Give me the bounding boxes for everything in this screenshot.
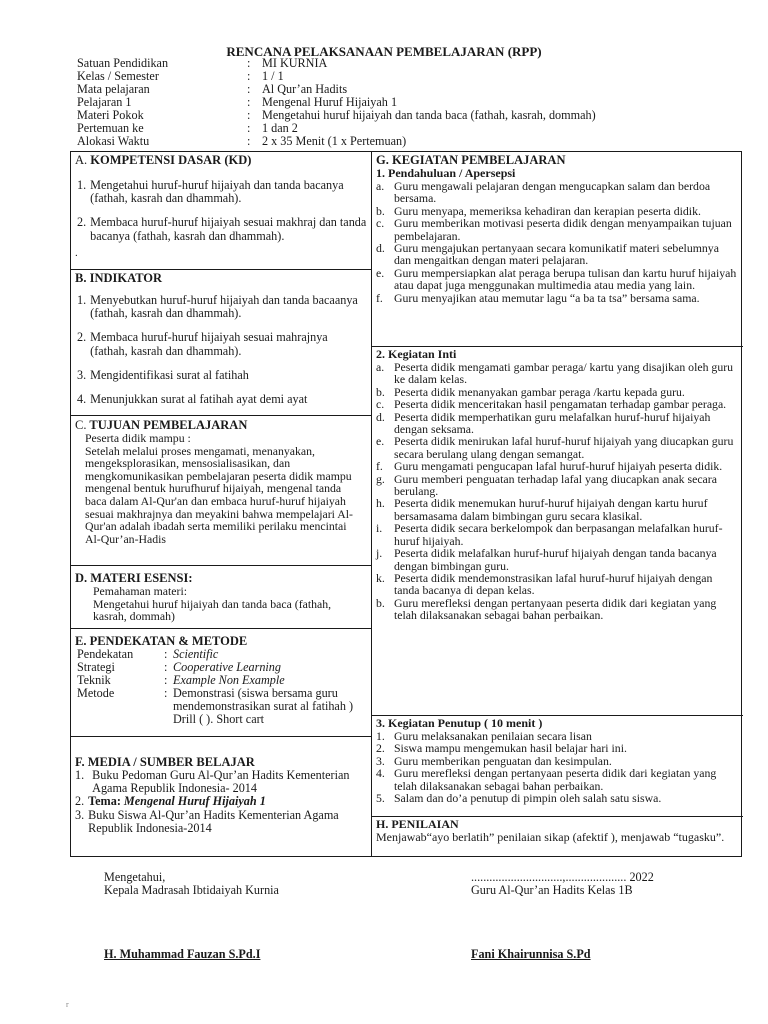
pendekatan-colon: :	[164, 673, 168, 687]
pendekatan-value: Demonstrasi (siswa bersama guru mendemonstrasikan surat al fatihah ) Drill ( ). Short cart	[173, 686, 354, 726]
inti-text: Peserta didik menirukan lafal huruf-huruf hijaiyah yang diucapkan guru secara berulang ulang dengan semangat.	[394, 434, 734, 461]
penilaian-title: H. PENILAIAN	[376, 817, 459, 831]
inti-item	[376, 522, 738, 547]
media-number: 3.	[75, 807, 85, 822]
pendahuluan-number: e.	[376, 265, 385, 280]
inti-item	[376, 497, 738, 522]
penutup-text: Guru melaksanakan penilaian secara lisan	[394, 729, 592, 743]
inti-item	[376, 460, 738, 472]
pendahuluan-number: d.	[376, 241, 385, 256]
penutup-number: 5.	[376, 791, 385, 806]
pendekatan-row	[75, 687, 367, 726]
inti-item	[376, 547, 738, 572]
media-list	[75, 769, 367, 835]
penilaian-text: Menjawab“ayo berlatih” penilaian sikap (afektif ), menjawab “tugasku”.	[376, 830, 725, 844]
penutup-text: Guru memberikan penguatan dan kesimpulan.	[394, 753, 612, 768]
row-divider	[71, 736, 371, 737]
tujuan-lead: Peserta didik mampu :	[85, 431, 191, 445]
inti-title: 2. Kegiatan Inti	[376, 347, 457, 361]
pendekatan-label: Metode	[77, 686, 115, 700]
pendahuluan-text: Guru mempersiapkan alat peraga berupa tulisan dan kartu huruf hijaiyah atau dapat juga menggunakan multimedia atau media yang lain.	[394, 265, 737, 293]
indikator-text: Mengidentifikasi surat al fatihah	[90, 367, 249, 382]
pendahuluan-list	[376, 180, 738, 304]
inti-number: f.	[376, 459, 383, 474]
pendekatan-title: E. PENDEKATAN & METODE	[75, 634, 248, 648]
kd-item	[75, 179, 367, 205]
materi-lead: Pemahaman materi:	[93, 584, 188, 598]
inti-number: a.	[376, 360, 385, 374]
inti-text: Guru mengamati pengucapan lafal huruf-huruf hijaiyah peserta didik.	[394, 459, 723, 474]
inti-item	[376, 411, 738, 436]
inti-text: Peserta didik menanyakan gambar peraga /kartu kepada guru.	[394, 384, 685, 399]
info-value: 1 / 1	[262, 69, 284, 83]
indikator-number: 4.	[77, 392, 87, 407]
inti-item	[376, 435, 738, 460]
media-number: 2.	[75, 794, 85, 809]
pendekatan-colon: :	[164, 647, 168, 661]
inti-item	[376, 597, 738, 622]
info-value: 1 dan 2	[262, 121, 298, 135]
info-label: Satuan Pendidikan	[77, 56, 169, 70]
penutup-item	[376, 742, 738, 754]
inti-section	[376, 348, 738, 622]
inti-list	[376, 361, 738, 622]
penutup-number: 3.	[376, 753, 385, 768]
inti-number: d.	[376, 409, 385, 424]
tujuan-heading	[75, 418, 367, 432]
pendahuluan-number: a.	[376, 179, 385, 193]
sign-right-line2: Guru Al-Qur’an Hadits Kelas 1B	[471, 883, 633, 897]
inti-text: Peserta didik mendemonstrasikan lafal huruf-huruf hijaiyah dengan tanda bacanya di depan kelas.	[394, 570, 713, 598]
pendahuluan-number: c.	[376, 216, 385, 231]
info-colon: :	[247, 121, 251, 135]
pendahuluan-title: 1. Pendahuluan / Apersepsi	[376, 166, 516, 180]
indikator-item	[75, 393, 367, 406]
penutup-list	[376, 730, 738, 804]
inti-item	[376, 572, 738, 597]
pendahuluan-item	[376, 242, 738, 267]
media-text: Buku Pedoman Guru Al-Qur’an Hadits Kementerian Agama Republik Indonesia- 2014	[92, 768, 350, 796]
tujuan-text: Setelah melalui proses mengamati, menanyakan, mengeksplorasikan, mensosialisasikan, dan mengkomunikasikan pembelajaran peserta didik mampu mengenal bentuk hurufhuruf hijaiyah, mengenal tanda baca dalam Al-Qur'an dan embaca huruf-huruf hijaiyah sesuai makhrajnya dan meyakini bahwa mempelajari Al-Qur'an adalah ibadah serta memiliki perilaku mencintai Al-Qur’an-Hadis	[85, 443, 353, 546]
info-colon: :	[247, 134, 251, 148]
inti-number: b.	[376, 384, 385, 399]
inti-text: Peserta didik memperhatikan guru melafalkan huruf-huruf hijaiyah dengan seksama.	[394, 409, 711, 437]
info-colon: :	[247, 82, 251, 96]
inti-text: Peserta didik secara berkelompok dan berpasangan melafalkan huruf-huruf hijaiyah.	[394, 521, 723, 548]
kd-item	[75, 216, 367, 242]
media-text	[88, 795, 367, 808]
row-divider	[71, 269, 371, 270]
tujuan-section	[75, 418, 367, 545]
info-value: Al Qur’an Hadits	[262, 82, 348, 96]
kd-section	[75, 153, 367, 259]
footer-mark: r	[66, 1000, 69, 1009]
pendekatan-section	[75, 634, 367, 726]
inti-text: Guru merefleksi dengan pertanyaan peserta didik dari kegiatan yang telah dilaksanakan sebagai bahan perbaikan.	[394, 595, 717, 623]
inti-text: Peserta didik mengamati gambar peraga/ kartu yang disajikan oleh guru ke dalam kelas.	[394, 360, 734, 387]
info-value: Mengetahui huruf hijaiyah dan tanda baca (fathah, kasrah, dommah)	[262, 108, 596, 122]
sign-right-name: Fani Khairunnisa S.Pd	[471, 947, 591, 961]
inti-number: h.	[376, 496, 385, 511]
penilaian-section	[376, 818, 738, 844]
inti-number: i.	[376, 521, 383, 536]
media-number: 1.	[75, 768, 85, 782]
pendekatan-value: Scientific	[173, 647, 219, 661]
pendahuluan-text: Guru menyajikan atau memutar lagu “a ba ta tsa” bersama sama.	[394, 290, 700, 305]
info-label: Mata pelajaran	[77, 82, 150, 96]
media-label: Tema	[88, 794, 117, 809]
inti-text: Peserta didik melafalkan huruf-huruf hijaiyah dengan tanda bacanya dengan bimbingan guru.	[394, 546, 717, 573]
pendahuluan-item	[376, 180, 738, 205]
pendekatan-rows	[75, 648, 367, 726]
pendekatan-colon: :	[164, 686, 168, 700]
media-label-colon: :	[116, 794, 121, 809]
indikator-item	[75, 331, 367, 357]
penutup-text: Guru merefleksi dengan pertanyaan peserta didik dari kegiatan yang telah dilaksanakan sebagai bahan perbaikan.	[394, 766, 717, 793]
indikator-number: 3.	[77, 367, 87, 382]
media-item	[75, 769, 367, 795]
rpp-table	[70, 151, 742, 857]
penutup-item	[376, 792, 738, 804]
inti-item	[376, 361, 738, 386]
pendahuluan-item	[376, 267, 738, 292]
pendahuluan-item	[376, 217, 738, 242]
indikator-text: Menyebutkan huruf-huruf hijaiyah dan tanda bacaanya (fathah, kasrah dan dhammah).	[90, 293, 358, 321]
info-colon: :	[247, 108, 251, 122]
sign-right-line1: ..............................,.................... 2022	[471, 870, 654, 884]
penutup-item	[376, 767, 738, 792]
penutup-title: 3. Kegiatan Penutup ( 10 menit )	[376, 716, 543, 730]
kd-list	[75, 179, 367, 243]
info-value: 2 x 35 Menit (1 x Pertemuan)	[262, 134, 407, 148]
indikator-list	[75, 294, 367, 406]
media-item	[75, 795, 367, 808]
inti-item	[376, 473, 738, 498]
kd-number: 1.	[77, 178, 87, 192]
indikator-item	[75, 369, 367, 382]
kegiatan-title: G. KEGIATAN PEMBELAJARAN	[376, 153, 566, 167]
kd-letter: A.	[75, 153, 88, 167]
media-title: F. MEDIA / SUMBER BELAJAR	[75, 755, 255, 769]
indikator-item	[75, 294, 367, 320]
pendahuluan-text: Guru mengawali pelajaran dengan mengucapkan salam dan berdoa bersama.	[394, 179, 711, 206]
info-label: Kelas / Semester	[77, 69, 159, 83]
info-label: Alokasi Waktu	[77, 134, 150, 148]
inti-number: c.	[376, 397, 385, 412]
kd-number: 2.	[77, 215, 87, 230]
inti-text: Guru memberi penguatan terhadap lafal yang diucapkan anak secara berulang.	[394, 471, 717, 499]
inti-item	[376, 398, 738, 410]
kd-trailing: .	[75, 246, 78, 259]
materi-section	[75, 571, 367, 623]
info-value: MI KURNIA	[262, 56, 328, 70]
sign-left-line1: Mengetahui,	[104, 870, 166, 884]
table-divider	[371, 152, 372, 856]
pendahuluan-number: b.	[376, 203, 385, 218]
info-colon: :	[247, 95, 251, 109]
pendahuluan-text: Guru mengajukan pertanyaan secara komunikatif materi sebelumnya dan mengaitkan dengan materi pelajaran.	[394, 241, 719, 268]
row-divider	[71, 565, 371, 566]
inti-text: Peserta didik menemukan huruf-huruf hijaiyah dengan kartu huruf bersamasama dalam bimbingan guru secara klasikal.	[394, 496, 708, 523]
tujuan-letter: C.	[75, 418, 87, 432]
inti-number: b.	[376, 595, 385, 610]
pendekatan-label: Teknik	[77, 673, 111, 687]
inti-number: g.	[376, 471, 385, 486]
indikator-section	[75, 271, 367, 406]
row-divider	[71, 628, 371, 629]
media-section	[75, 755, 367, 835]
indikator-text: Menunjukkan surat al fatihah ayat demi ayat	[90, 392, 308, 407]
pendekatan-label: Strategi	[77, 660, 115, 674]
kd-heading	[75, 153, 367, 167]
pendekatan-value: Cooperative Learning	[173, 660, 281, 674]
pendahuluan-text: Guru memberikan motivasi peserta didik dengan menyampaikan tujuan pembelajaran.	[394, 216, 732, 243]
penutup-text: Salam dan do’a penutup di pimpin oleh salah satu siswa.	[394, 791, 662, 806]
info-colon: :	[247, 56, 251, 70]
sign-left-line2: Kepala Madrasah Ibtidaiyah Kurnia	[104, 883, 279, 897]
info-label: Materi Pokok	[77, 108, 144, 122]
penutup-text: Siswa mampu mengemukan hasil belajar hari ini.	[394, 741, 627, 756]
kd-text: Mengetahui huruf-huruf hijaiyah dan tanda bacanya (fathah, kasrah dan dhammah).	[90, 178, 344, 206]
kegiatan-section	[376, 153, 738, 304]
document-title: RENCANA PELAKSANAAN PEMBELAJARAN (RPP)	[226, 44, 542, 59]
pendekatan-value: Example Non Example	[173, 673, 285, 687]
indikator-text: Membaca huruf-huruf hijaiyah sesuai mahrajnya (fathah, kasrah dan dhammah).	[90, 330, 328, 358]
penutup-number: 1.	[376, 729, 385, 743]
materi-text: Mengetahui huruf hijaiyah dan tanda baca (fathah, kasrah, dommah)	[93, 596, 332, 624]
indikator-number: 1.	[77, 293, 87, 307]
media-item	[75, 809, 367, 835]
pendekatan-label: Pendekatan	[77, 647, 134, 661]
info-colon: :	[247, 69, 251, 83]
media-text: Buku Siswa Al-Qur’an Hadits Kementerian Agama Republik Indonesia-2014	[88, 807, 339, 835]
penutup-number: 2.	[376, 741, 385, 756]
media-value: Mengenal Huruf Hijaiyah 1	[123, 794, 266, 809]
pendahuluan-item	[376, 292, 738, 304]
pendahuluan-number: f.	[376, 290, 383, 305]
penutup-section	[376, 717, 738, 804]
pendekatan-colon: :	[164, 660, 168, 674]
inti-text: Peserta didik menceritakan hasil pengamatan terhadap gambar peraga.	[394, 397, 727, 412]
info-label: Pertemuan ke	[77, 121, 144, 135]
inti-number: e.	[376, 434, 385, 449]
kd-title: KOMPETENSI DASAR (KD)	[90, 153, 252, 167]
row-divider	[71, 415, 371, 416]
sign-left-name: H. Muhammad Fauzan S.Pd.I	[104, 947, 261, 961]
kd-text: Membaca huruf-huruf hijaiyah sesuai makhraj dan tanda bacanya (fathah, kasrah dan dhammah).	[90, 215, 367, 243]
indikator-number: 2.	[77, 330, 87, 345]
inti-number: k.	[376, 570, 385, 585]
inti-number: j.	[376, 546, 383, 561]
penutup-number: 4.	[376, 766, 385, 781]
tujuan-title: TUJUAN PEMBELAJARAN	[89, 418, 248, 432]
info-value: Mengenal Huruf Hijaiyah 1	[262, 95, 398, 109]
info-label: Pelajaran 1	[77, 95, 132, 109]
indikator-title: B. INDIKATOR	[75, 271, 163, 285]
materi-title: D. MATERI ESENSI:	[75, 571, 193, 585]
pendahuluan-text: Guru menyapa, memeriksa kehadiran dan kerapian peserta didik.	[394, 203, 701, 218]
